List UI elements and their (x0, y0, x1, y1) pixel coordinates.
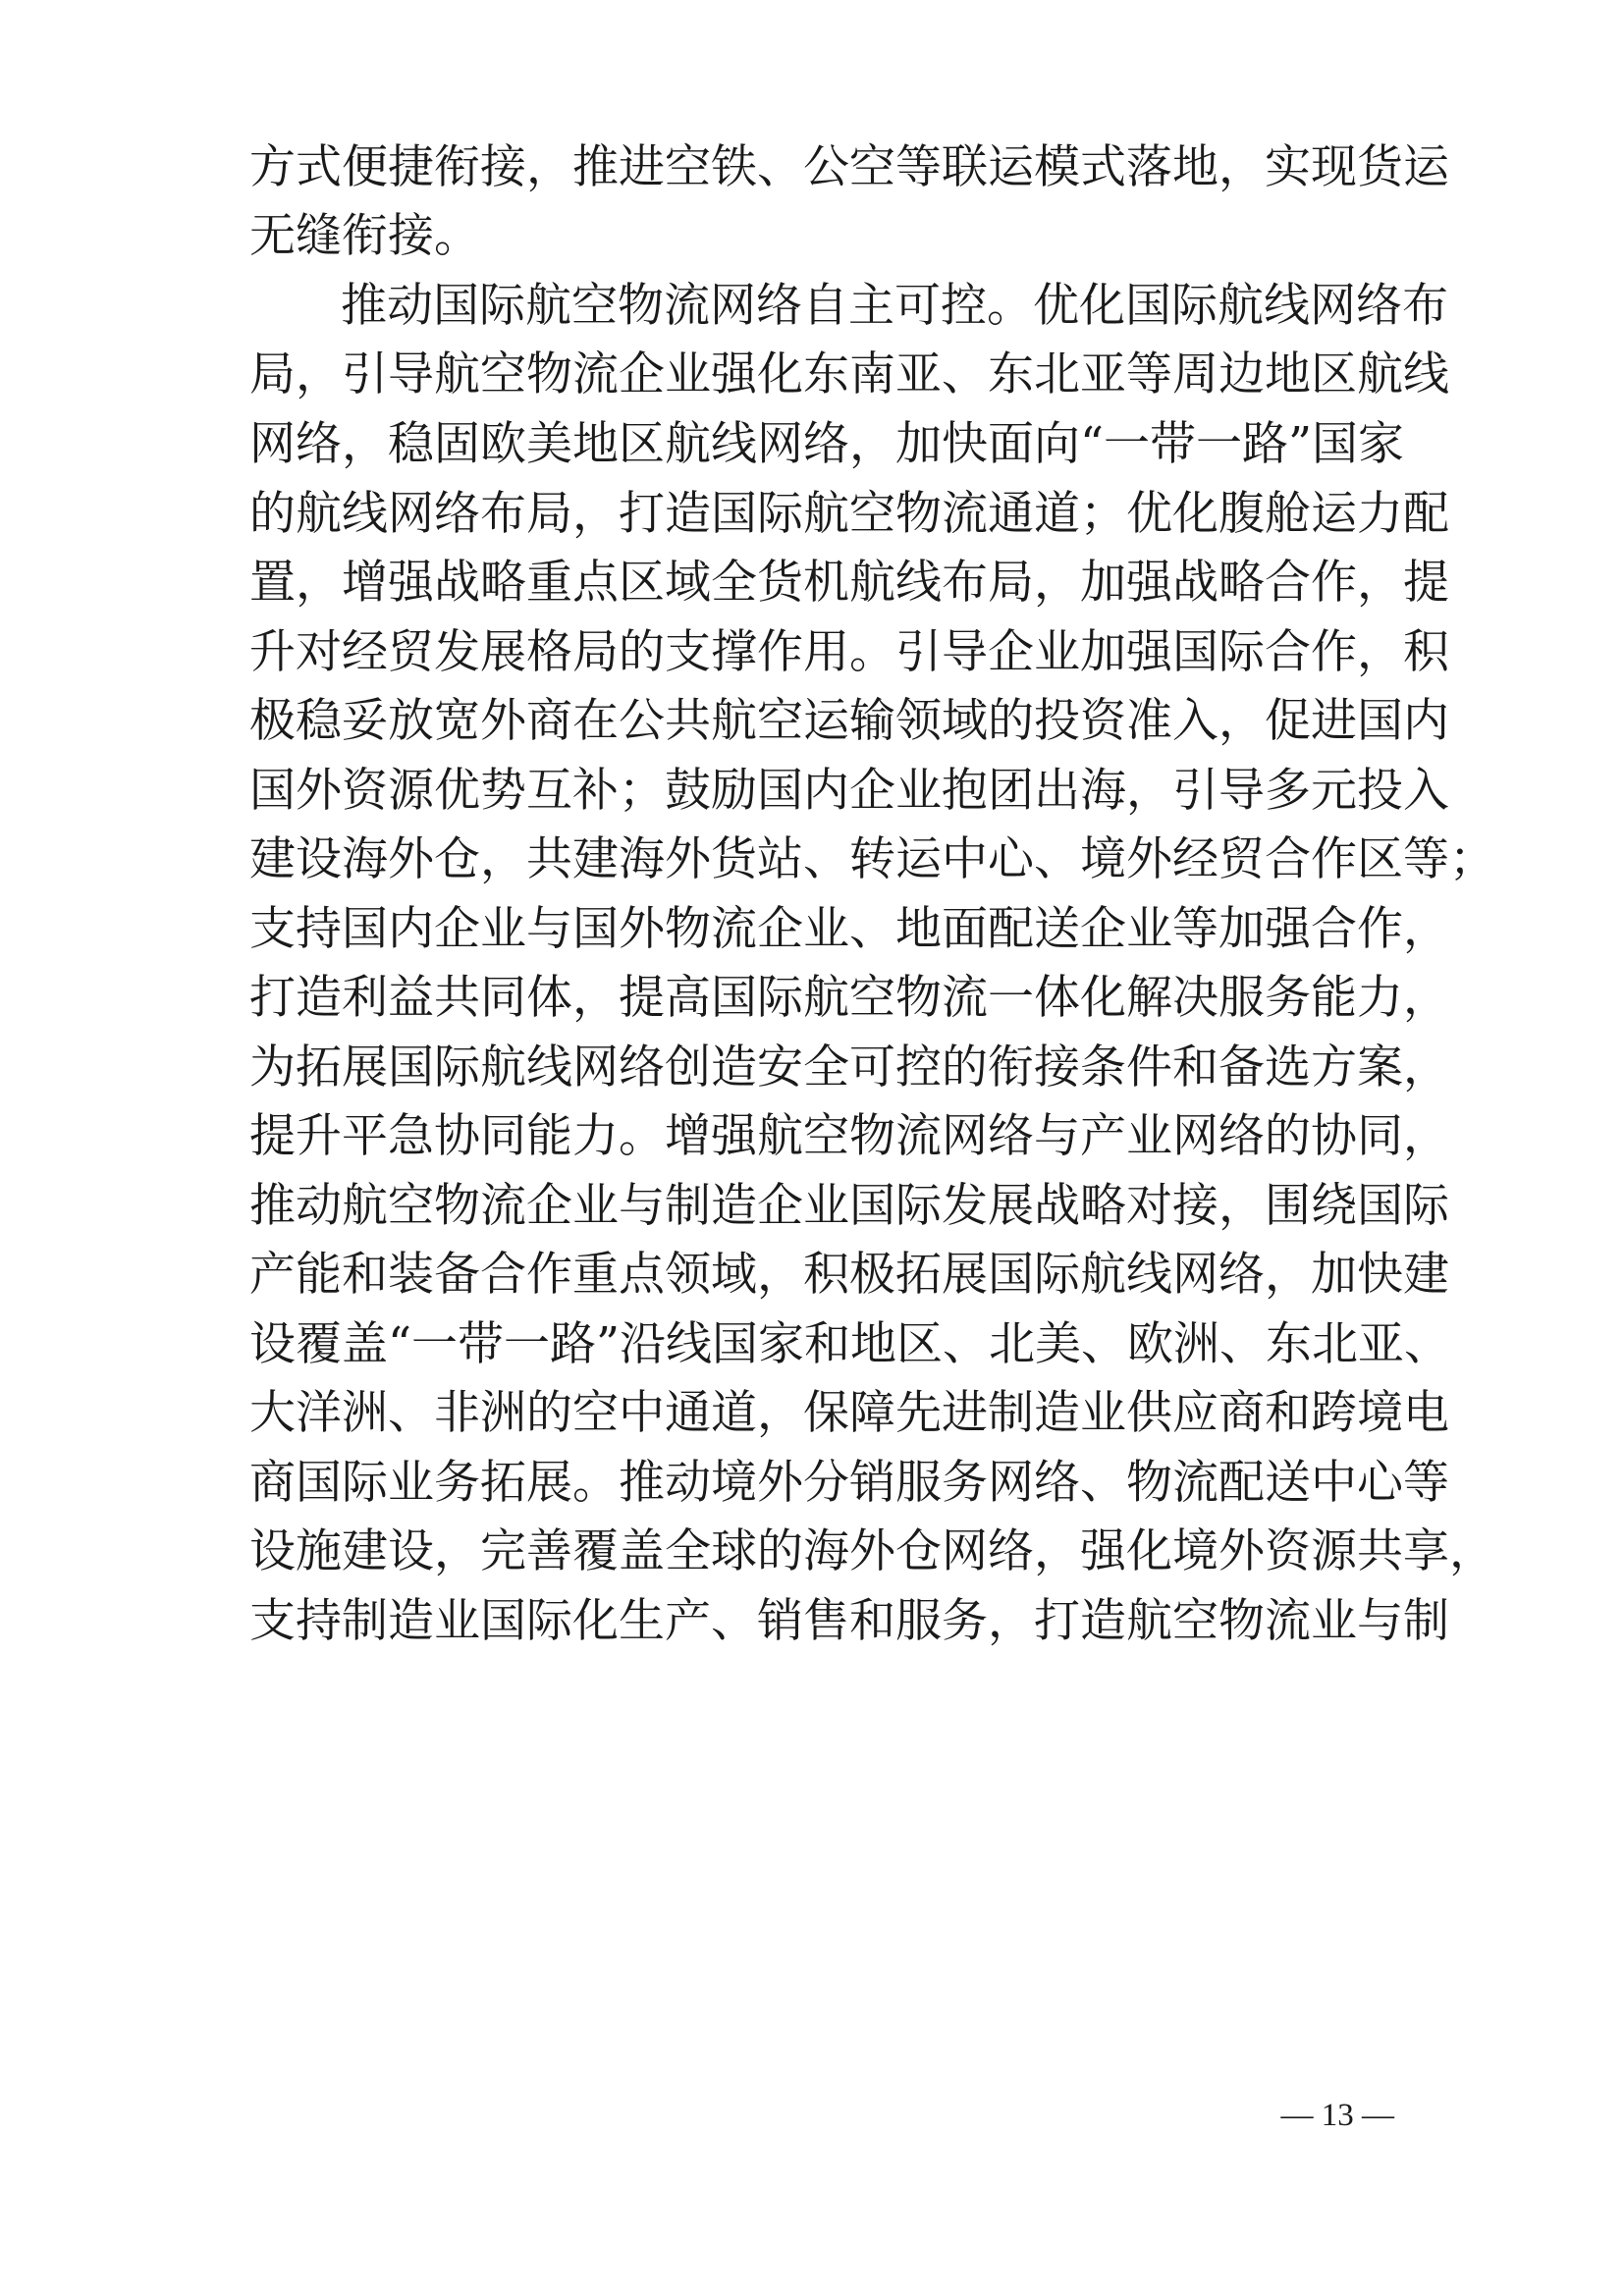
text-line-21: 设施建设，完善覆盖全球的海外仓网络，强化境外资源共享， (249, 1524, 1495, 1578)
text-line-14: 为拓展国际航线网络创造安全可控的衔接条件和备选方案， (249, 1041, 1449, 1095)
text-line-6: 的航线网络布局，打造国际航空物流通道；优化腹舱运力配 (249, 487, 1449, 541)
text-line-20: 商国际业务拓展。推动境外分销服务网络、物流配送中心等 (249, 1456, 1449, 1510)
text-line-19: 大洋洲、非洲的空中通道，保障先进制造业供应商和跨境电 (249, 1386, 1449, 1440)
text-line-2: 无缝衔接。 (249, 209, 480, 263)
text-line-13: 打造利益共同体，提高国际航空物流一体化解决服务能力， (249, 971, 1449, 1025)
text-line-5: 网络，稳固欧美地区航线网络，加快面向“一带一路”国家 (249, 417, 1405, 471)
page-number: — 13 — (1280, 2098, 1394, 2133)
text-line-22: 支持制造业国际化生产、销售和服务，打造航空物流业与制 (249, 1594, 1449, 1648)
text-line-1: 方式便捷衔接，推进空铁、公空等联运模式落地，实现货运 (249, 140, 1449, 194)
text-line-4: 局，引导航空物流企业强化东南亚、东北亚等周边地区航线 (249, 347, 1449, 401)
text-line-15: 提升平急协同能力。增强航空物流网络与产业网络的协同， (249, 1109, 1449, 1163)
text-line-12: 支持国内企业与国外物流企业、地面配送企业等加强合作， (249, 902, 1449, 956)
text-line-7: 置，增强战略重点区域全货机航线布局，加强战略合作，提 (249, 556, 1449, 610)
text-line-18: 设覆盖“一带一路”沿线国家和地区、北美、欧洲、东北亚、 (249, 1317, 1451, 1371)
text-line-17: 产能和装备合作重点领域，积极拓展国际航线网络，加快建 (249, 1248, 1449, 1302)
text-line-9: 极稳妥放宽外商在公共航空运输领域的投资准入，促进国内 (249, 694, 1449, 748)
text-line-3: 推动国际航空物流网络自主可控。优化国际航线网络布 (341, 279, 1448, 333)
text-line-10: 国外资源优势互补；鼓励国内企业抱团出海，引导多元投入 (249, 764, 1449, 818)
text-line-8: 升对经贸发展格局的支撑作用。引导企业加强国际合作，积 (249, 625, 1449, 679)
text-line-16: 推动航空物流企业与制造企业国际发展战略对接，围绕国际 (249, 1179, 1449, 1233)
text-line-11: 建设海外仓，共建海外货站、转运中心、境外经贸合作区等； (249, 832, 1495, 886)
